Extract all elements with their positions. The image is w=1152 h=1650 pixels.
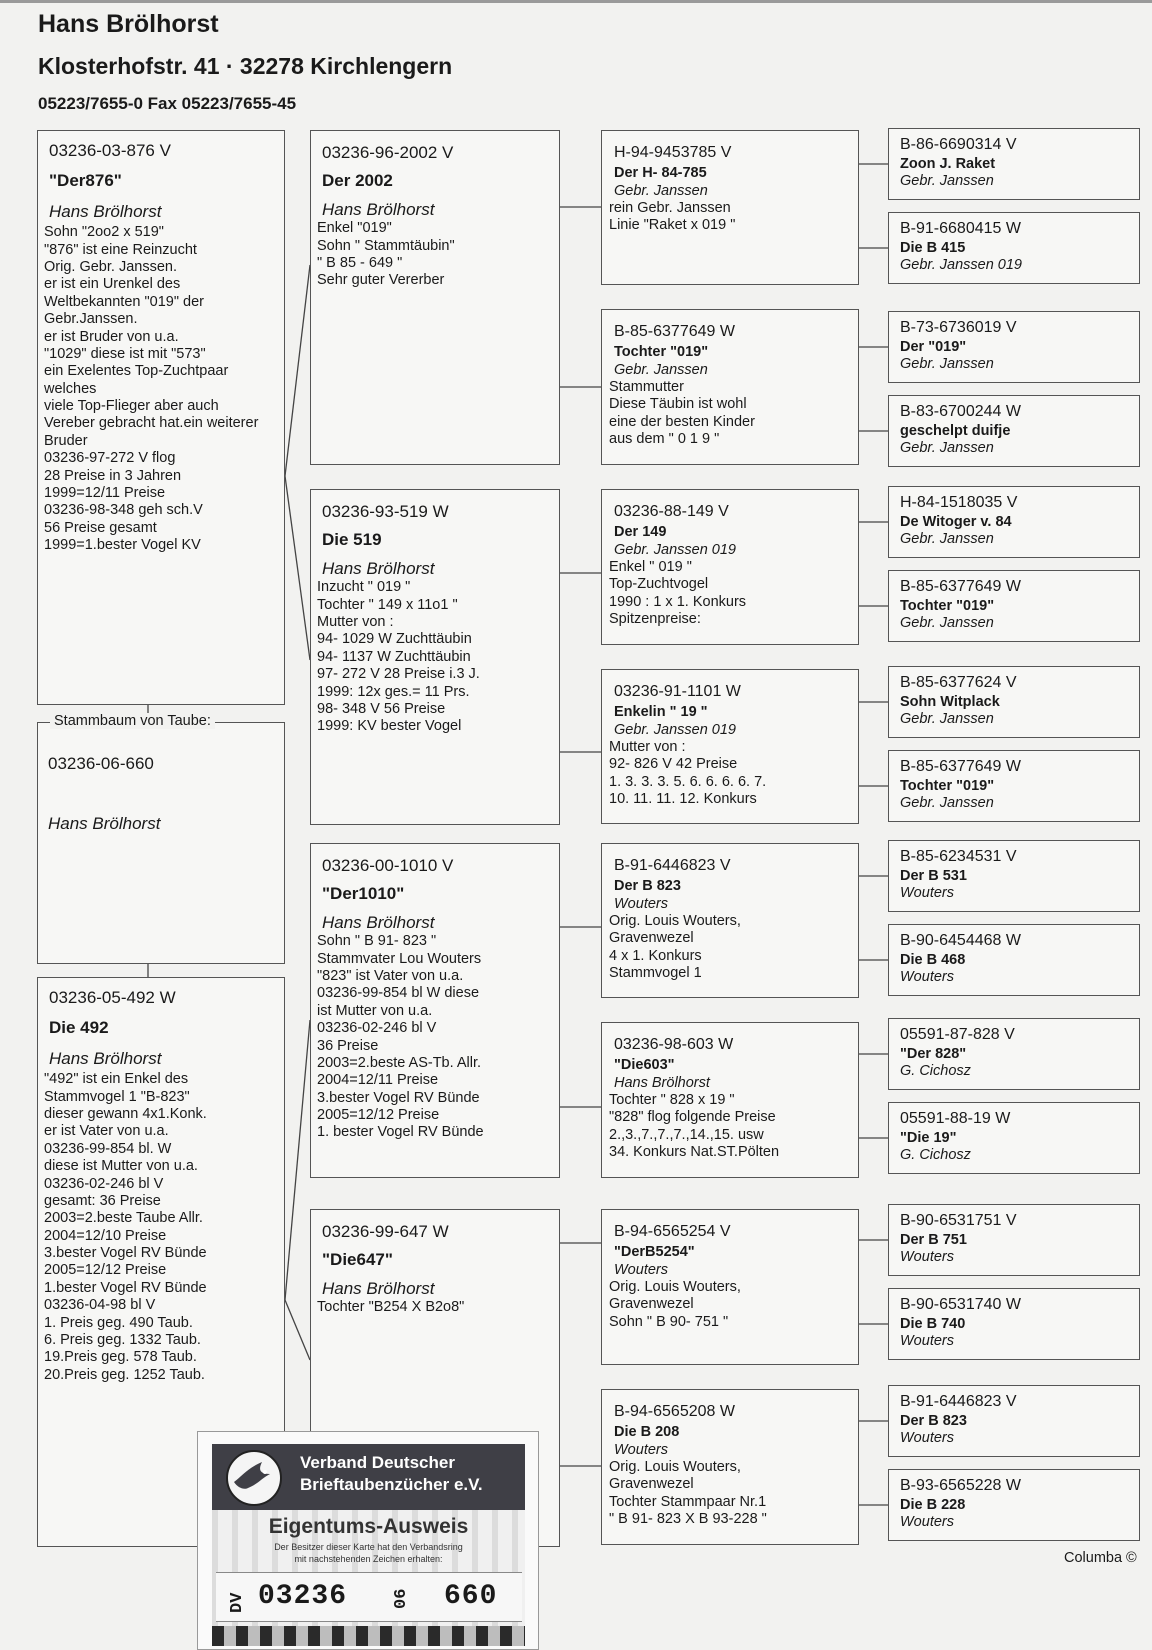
gen4-box	[888, 486, 1140, 558]
pigeon-notes	[609, 200, 858, 235]
note-line: 03236-04-98 bl V	[44, 1297, 156, 1314]
note-line: eine der besten Kinder	[609, 413, 755, 430]
note-line: 03236-02-246 bl V	[317, 1020, 437, 1037]
note-line: "823" ist Vater von u.a.	[317, 967, 464, 984]
note-line: Enkel " 019 "	[609, 558, 692, 575]
gen4-box	[888, 1288, 1140, 1360]
note-line: 94- 1137 W Zuchttäubin	[317, 648, 471, 665]
card-subtext-line-2: mit nachstehenden Zeichen erhalten:	[294, 1553, 443, 1564]
sire-notes	[44, 224, 284, 554]
note-line: 1.bester Vogel RV Bünde	[44, 1279, 207, 1296]
ring-number: B-86-6690314 V	[900, 136, 1017, 153]
ring-number: 03236-93-519 W	[322, 502, 449, 521]
note-line: Tochter " 149 x 11o1 "	[317, 596, 458, 613]
ring-number: B-94-6565254 V	[614, 1223, 731, 1240]
note-line: 2004=12/10 Preise	[44, 1227, 167, 1244]
note-line: dieser gewann 4x1.Konk.	[44, 1105, 207, 1122]
ring-number: B-93-6565228 W	[900, 1477, 1021, 1494]
breeder: Gebr. Janssen	[900, 710, 994, 727]
note-line: 56 Preise gesamt	[44, 519, 157, 536]
breeder: Wouters	[900, 1513, 954, 1530]
breeder: Gebr. Janssen	[900, 172, 994, 189]
ownership-card	[197, 1431, 539, 1650]
breeder: Gebr. Janssen	[900, 530, 994, 547]
note-line: Gebr.Janssen.	[44, 311, 138, 328]
ring-number: B-90-6531740 W	[900, 1296, 1021, 1313]
gen4-box	[888, 840, 1140, 912]
note-line: Sehr guter Vererber	[317, 272, 445, 289]
card-header	[212, 1444, 525, 1510]
pigeon-notes	[609, 379, 858, 449]
pigeon-notes	[609, 1092, 858, 1162]
ring-number: B-91-6446823 V	[614, 857, 731, 874]
note-line: "492" ist ein Enkel des	[44, 1071, 189, 1088]
card-title	[300, 1452, 483, 1496]
gen3-box	[601, 1389, 859, 1545]
pigeon-logo-icon	[218, 1448, 290, 1508]
ring-number: 03236	[258, 1581, 348, 1612]
ring-number: 03236-96-2002 V	[322, 143, 454, 162]
pigeon-name: Die B 228	[900, 1497, 966, 1514]
sire-owner: Hans Brölhorst	[49, 201, 162, 221]
sire-box	[37, 130, 285, 705]
breeder: Hans Brölhorst	[322, 1278, 435, 1298]
breeder: Wouters	[900, 1429, 954, 1446]
pigeon-name: Der B 823	[614, 878, 681, 895]
note-line: 19.Preis geg. 578 Taub.	[44, 1349, 197, 1366]
ring-number: 03236-91-1101 W	[614, 683, 741, 700]
card-heading: Eigentums-Ausweis	[268, 1515, 469, 1538]
note-line: 20.Preis geg. 1252 Taub.	[44, 1366, 205, 1383]
note-line: er ist Bruder von u.a.	[44, 328, 179, 345]
note-line: Sohn " Stammtäubin"	[317, 237, 455, 254]
note-line: Stammvogel 1 "B-823"	[44, 1088, 190, 1105]
pedigree-ring: 03236-06-660	[48, 754, 154, 773]
card-subtext-line-1: Der Besitzer dieser Karte hat den Verbandsring	[274, 1542, 463, 1552]
breeder: Gebr. Janssen	[900, 794, 994, 811]
gen3-box	[601, 1209, 859, 1365]
note-line: Orig. Louis Wouters,	[609, 1278, 741, 1295]
ring-number: 05591-87-828 V	[900, 1026, 1015, 1043]
gen2-box	[310, 843, 560, 1178]
gen4-box	[888, 750, 1140, 822]
note-line: "828" flog folgende Preise	[609, 1109, 776, 1126]
note-line: 03236-02-246 bl V	[44, 1175, 164, 1192]
note-line: 97- 272 V 28 Preise i.3 J.	[317, 666, 480, 683]
pigeon-name: Die B 208	[614, 1424, 680, 1441]
pigeon-name: Tochter "019"	[614, 344, 709, 361]
pigeon-notes	[317, 579, 559, 736]
note-line: 92- 826 V 42 Preise	[609, 756, 738, 773]
note-line: diese ist Mutter von u.a.	[44, 1158, 198, 1175]
note-line: 36 Preise	[317, 1037, 379, 1054]
gen4-box	[888, 395, 1140, 467]
note-line: 94- 1029 W Zuchttäubin	[317, 631, 472, 648]
ring-number: B-83-6700244 W	[900, 403, 1021, 420]
pigeon-name: Die 519	[322, 530, 382, 550]
note-line: 1999: 12x ges.= 11 Prs.	[317, 683, 470, 700]
breeder: Wouters	[614, 895, 668, 912]
note-line: 03236-97-272 V flog	[44, 450, 176, 467]
note-line: Spitzenpreise:	[609, 611, 701, 628]
note-line: 28 Preise in 3 Jahren	[44, 467, 182, 484]
note-line: rein Gebr. Janssen	[609, 199, 731, 216]
note-line: Top-Zuchtvogel	[609, 576, 709, 593]
gen4-box	[888, 666, 1140, 738]
ring-number: 05591-88-19 W	[900, 1110, 1011, 1127]
gen4-box	[888, 1102, 1140, 1174]
note-line: Gravenwezel	[609, 930, 694, 947]
ring-number: B-85-6377649 W	[900, 758, 1021, 775]
breeder-name: Hans Brölhorst	[38, 10, 219, 38]
note-line: 1999: KV bester Vogel	[317, 718, 462, 735]
gen4-box	[888, 570, 1140, 642]
dam-name: Die 492	[49, 1018, 109, 1038]
ring-number: H-84-1518035 V	[900, 494, 1018, 511]
gen4-box	[888, 128, 1140, 200]
ring-number: B-94-6565208 W	[614, 1403, 735, 1420]
note-line: 03236-99-854 bl W diese	[317, 985, 480, 1002]
note-line: Vereber gebracht hat.ein weiterer	[44, 415, 259, 432]
note-line: Inzucht " 019 "	[317, 579, 411, 596]
note-line: Stammutter	[609, 378, 684, 395]
gen3-box	[601, 1022, 859, 1178]
breeder: Gebr. Janssen	[900, 439, 994, 456]
note-line: gesamt: 36 Preise	[44, 1192, 161, 1209]
ring-number: B-85-6377624 V	[900, 674, 1017, 691]
gen4-box	[888, 924, 1140, 996]
dam-notes	[44, 1071, 284, 1384]
pigeon-name: Die B 468	[900, 952, 966, 969]
note-line: Bruder	[44, 432, 88, 449]
card-subtext	[212, 1542, 525, 1565]
pigeon-name: Sohn Witplack	[900, 694, 1000, 711]
note-line: 2003=2.beste Taube Allr.	[44, 1210, 203, 1227]
breeder-phone: 05223/7655-0 Fax 05223/7655-45	[38, 94, 297, 113]
gen3-box	[601, 489, 859, 645]
ring-prefix: DV	[228, 1592, 247, 1613]
note-line: Tochter Stammpaar Nr.1	[609, 1493, 767, 1510]
ring-number: H-94-9453785 V	[614, 144, 732, 161]
dam-ring: 03236-05-492 W	[49, 988, 176, 1007]
note-line: 2003=2.beste AS-Tb. Allr.	[317, 1054, 482, 1071]
breeder: Gebr. Janssen 019	[900, 256, 1022, 273]
ring-number: 03236-88-149 V	[614, 503, 729, 520]
ring-number: B-91-6446823 V	[900, 1393, 1017, 1410]
brand-footer: Columba ©	[1064, 1550, 1137, 1566]
note-line: 10. 11. 11. 12. Konkurs	[609, 791, 757, 808]
card-title-line-1: Verband Deutscher	[300, 1453, 455, 1472]
note-line: ist Mutter von u.a.	[317, 1002, 433, 1019]
note-line: " B 85 - 649 "	[317, 254, 403, 271]
pigeon-name: Der B 751	[900, 1232, 967, 1249]
gen2-box	[310, 130, 560, 465]
note-line: Orig. Gebr. Janssen.	[44, 258, 177, 275]
gen3-box	[601, 309, 859, 465]
note-line: Weltbekannten "019" der	[44, 293, 204, 310]
breeder: Wouters	[900, 884, 954, 901]
sire-ring: 03236-03-876 V	[49, 141, 171, 160]
breeder: G. Cichosz	[900, 1062, 971, 1079]
pigeon-name: Der "019"	[900, 339, 967, 356]
pigeon-name: De Witoger v. 84	[900, 514, 1012, 531]
note-line: 3.bester Vogel RV Bünde	[44, 1245, 207, 1262]
note-line: Gravenwezel	[609, 1296, 694, 1313]
pigeon-notes	[317, 1299, 559, 1316]
note-line: Mutter von :	[317, 613, 394, 630]
ring-number: B-85-6377649 W	[614, 323, 735, 340]
breeder: Hans Brölhorst	[322, 558, 435, 578]
pigeon-name: Der B 531	[900, 868, 967, 885]
sire-name: "Der876"	[49, 171, 122, 191]
breeder: Wouters	[900, 1332, 954, 1349]
note-line: viele Top-Flieger aber auch	[44, 398, 219, 415]
note-line: welches	[44, 380, 97, 397]
pigeon-name: Der H- 84-785	[614, 165, 707, 182]
note-line: aus dem " 0 1 9 "	[609, 431, 720, 448]
pigeon-name: Tochter "019"	[900, 598, 995, 615]
note-line: Gravenwezel	[609, 1476, 694, 1493]
gen4-box	[888, 212, 1140, 284]
pigeon-notes	[609, 739, 858, 809]
breeder: Wouters	[900, 968, 954, 985]
pigeon-notes	[317, 933, 559, 1142]
gen2-box	[310, 489, 560, 825]
ring-index: 660	[444, 1581, 498, 1612]
breeder: Hans Brölhorst	[322, 199, 435, 219]
breeder: Gebr. Janssen 019	[614, 721, 736, 738]
ring-number: 03236-98-603 W	[614, 1036, 734, 1053]
breeder: Wouters	[614, 1441, 668, 1458]
breeder-address: Klosterhofstr. 41 · 32278 Kirchlengern	[38, 53, 453, 79]
pigeon-name: "Der1010"	[322, 884, 405, 904]
note-line: 34. Konkurs Nat.ST.Pölten	[609, 1144, 780, 1161]
card-title-line-2: Brieftaubenzücher e.V.	[300, 1475, 483, 1495]
ring-number: B-85-6377649 W	[900, 578, 1021, 595]
breeder: Hans Brölhorst	[322, 912, 435, 932]
pigeon-notes	[609, 1279, 858, 1331]
pigeon-notes	[609, 1459, 858, 1529]
gen4-box	[888, 1385, 1140, 1457]
pigeon-name: "DerB5254"	[614, 1244, 695, 1261]
ring-year: 06	[392, 1588, 411, 1609]
pigeon-name: Zoon J. Raket	[900, 156, 996, 173]
pigeon-name: "Der 828"	[900, 1046, 967, 1063]
note-line: Mutter von :	[609, 738, 686, 755]
note-line: 2005=12/12 Preise	[44, 1262, 167, 1279]
note-line: "1029" diese ist mit "573"	[44, 345, 206, 362]
pedigree-owner: Hans Brölhorst	[48, 814, 161, 833]
breeder: Wouters	[900, 1248, 954, 1265]
breeder: Gebr. Janssen	[614, 361, 708, 378]
note-line: Linie "Raket x 019 "	[609, 217, 736, 234]
note-line: Tochter " 828 x 19 "	[609, 1091, 735, 1108]
pigeon-name: "Die 19"	[900, 1130, 957, 1147]
card-barcode-band	[212, 1626, 525, 1646]
ring-number: B-91-6680415 W	[900, 220, 1021, 237]
breeder: Gebr. Janssen	[900, 355, 994, 372]
note-line: 2.,3.,7.,7.,7.,14.,15. usw	[609, 1126, 764, 1143]
note-line: 1990 : 1 x 1. Konkurs	[609, 593, 747, 610]
pigeon-notes	[609, 913, 858, 983]
gen3-box	[601, 130, 859, 285]
note-line: Stammvater Lou Wouters	[317, 950, 482, 967]
pigeon-name: Der B 823	[900, 1413, 967, 1430]
note-line: Stammvogel 1	[609, 965, 702, 982]
note-line: 1. 3. 3. 3. 5. 6. 6. 6. 6. 7.	[609, 773, 767, 790]
note-line: Orig. Louis Wouters,	[609, 1458, 741, 1475]
pigeon-name: Tochter "019"	[900, 778, 995, 795]
note-line: Tochter "B254 X B2o8"	[317, 1299, 465, 1316]
gen4-box	[888, 1469, 1140, 1541]
note-line: Sohn " B 90- 751 "	[609, 1313, 729, 1330]
pigeon-name: Die B 740	[900, 1316, 966, 1333]
breeder: Gebr. Janssen	[900, 614, 994, 631]
note-line: Diese Täubin ist wohl	[609, 396, 747, 413]
dam-owner: Hans Brölhorst	[49, 1048, 162, 1068]
gen3-box	[601, 669, 859, 824]
note-line: 1999=12/11 Preise	[44, 485, 166, 502]
ring-number: 03236-99-647 W	[322, 1222, 449, 1241]
gen3-box	[601, 843, 859, 998]
card-ring-number	[216, 1572, 522, 1622]
breeder: G. Cichosz	[900, 1146, 971, 1163]
gen4-box	[888, 1204, 1140, 1276]
note-line: 03236-99-854 bl. W	[44, 1140, 172, 1157]
pigeon-name: Enkelin " 19 "	[614, 704, 708, 721]
note-line: Enkel "019"	[317, 220, 392, 237]
note-line: Orig. Louis Wouters,	[609, 912, 741, 929]
note-line: 4 x 1. Konkurs	[609, 947, 702, 964]
pigeon-name: "Die647"	[322, 1250, 393, 1270]
note-line: 2005=12/12 Preise	[317, 1107, 440, 1124]
breeder: Gebr. Janssen	[614, 182, 708, 199]
note-line: 2004=12/11 Preise	[317, 1072, 439, 1089]
note-line: Sohn "2oo2 x 519"	[44, 224, 164, 241]
pigeon-notes	[609, 559, 858, 629]
note-line: "876" ist eine Reinzucht	[44, 241, 197, 258]
pigeon-notes	[317, 220, 559, 290]
gen4-box	[888, 311, 1140, 383]
ring-number: B-90-6454468 W	[900, 932, 1021, 949]
breeder: Gebr. Janssen 019	[614, 541, 736, 558]
note-line: 1. bester Vogel RV Bünde	[317, 1124, 484, 1141]
note-line: " B 91- 823 X B 93-228 "	[609, 1511, 767, 1528]
gen4-box	[888, 1018, 1140, 1090]
note-line: 3.bester Vogel RV Bünde	[317, 1089, 480, 1106]
pigeon-name: Die B 415	[900, 240, 966, 257]
note-line: 1999=1.bester Vogel KV	[44, 537, 201, 554]
pedigree-label: Stammbaum von Taube:	[50, 713, 215, 729]
ring-number: B-73-6736019 V	[900, 319, 1017, 336]
pigeon-name: "Die603"	[614, 1057, 675, 1074]
note-line: ein Exelentes Top-Zuchtpaar	[44, 363, 229, 380]
breeder: Wouters	[614, 1261, 668, 1278]
ring-number: B-85-6234531 V	[900, 848, 1017, 865]
breeder: Hans Brölhorst	[614, 1074, 710, 1091]
note-line: Sohn " B 91- 823 "	[317, 933, 437, 950]
pigeon-name: geschelpt duifje	[900, 423, 1011, 440]
ring-number: 03236-00-1010 V	[322, 856, 454, 875]
note-line: 03236-98-348 geh sch.V	[44, 502, 203, 519]
note-line: 98- 348 V 56 Preise	[317, 700, 446, 717]
note-line: er ist Vater von u.a.	[44, 1123, 169, 1140]
note-line: er ist ein Urenkel des	[44, 276, 181, 293]
ring-number: B-90-6531751 V	[900, 1212, 1017, 1229]
pigeon-name: Der 149	[614, 524, 667, 541]
note-line: 6. Preis geg. 1332 Taub.	[44, 1332, 201, 1349]
note-line: 1. Preis geg. 490 Taub.	[44, 1314, 193, 1331]
pigeon-name: Der 2002	[322, 171, 393, 191]
